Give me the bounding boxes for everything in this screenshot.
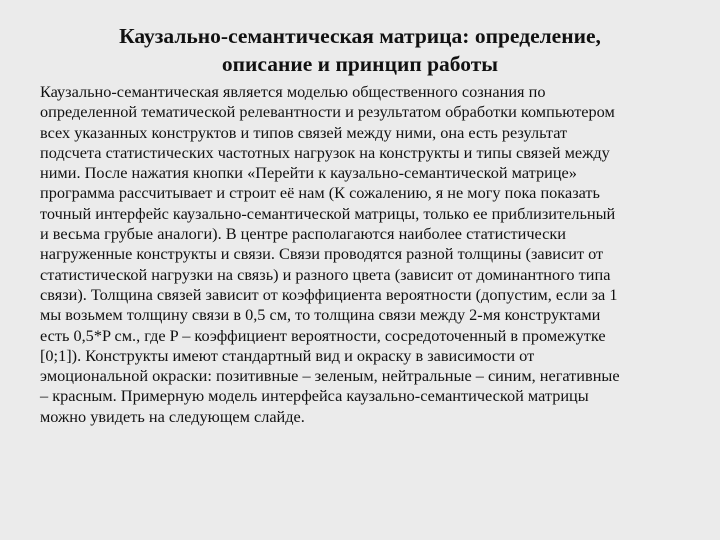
slide-title-line-1: Каузально-семантическая матрица: определение, xyxy=(119,24,601,48)
body-line: Каузально-семантическая является моделью общественного сознания по xyxy=(40,82,546,101)
body-line: подсчета статистических частотных нагрузок на конструкты и типы связей между xyxy=(40,142,610,162)
body-line: статистической нагрузки на связь) и разного цвета (зависит от доминантного типа xyxy=(40,264,611,284)
body-line: мы возьмем толщину связи в 0,5 см, то толщина связи между 2-мя конструктами xyxy=(40,305,601,325)
body-line: – красным. Примерную модель интерфейса каузально-семантической матрицы xyxy=(40,386,589,406)
body-line: связи). Толщина связей зависит от коэффициента вероятности (допустим, если за 1 xyxy=(40,284,618,304)
slide-title-line-2: описание и принцип работы xyxy=(221,52,499,76)
body-line: [0;1]). Конструкты имеют стандартный вид и окраску в зависимости от xyxy=(40,345,535,365)
body-line: определенной тематической релевантности и результатом обработки компьютером xyxy=(40,102,615,122)
slide-title xyxy=(40,22,680,78)
body-line: есть 0,5*P см., где P – коэффициент вероятности, сосредоточенный в промежутке xyxy=(40,325,606,345)
body-line: можно увидеть на следующем слайде. xyxy=(40,406,305,426)
body-line: программа рассчитывает и строит её нам (К сожалению, я не могу пока показать xyxy=(40,183,600,203)
body-line: точный интерфейс каузально-семантической матрицы, только ее приблизительный xyxy=(40,203,616,223)
body-line: нагруженные конструкты и связи. Связи проводятся разной толщины (зависит от xyxy=(40,244,604,264)
body-line: всех указанных конструктов и типов связей между ними, она есть результат xyxy=(40,122,568,142)
body-line: ними. После нажатия кнопки «Перейти к каузально-семантической матрице» xyxy=(40,163,577,183)
slide-body-paragraph xyxy=(40,82,680,427)
body-line: эмоциональной окраски: позитивные – зеленым, нейтральные – синим, негативные xyxy=(40,366,620,386)
body-line: и весьма грубые аналоги). В центре располагаются наиболее статистически xyxy=(40,224,567,244)
